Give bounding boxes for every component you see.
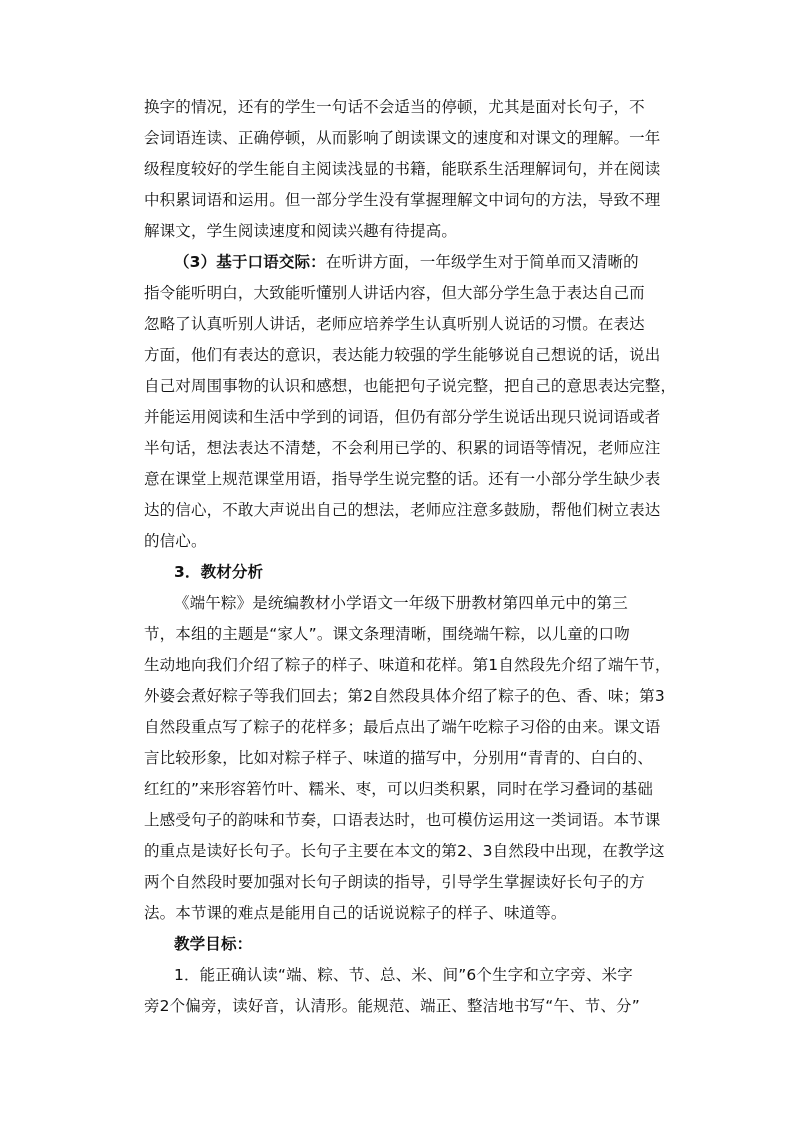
text-line: 1．能正确认读“端、粽、节、总、米、间”6个生字和立字旁、米字 (174, 966, 633, 984)
text-line: 半句话，想法表达不清楚，不会利用已学的、积累的词语等情况，老师应注 (144, 439, 661, 457)
text-line: 意在课堂上规范课堂用语，指导学生说完整的话。还有一小部分学生缺少表 (144, 470, 661, 488)
text-line: 红红的”来形容箬竹叶、糯米、枣，可以归类积累，同时在学习叠词的基础 (144, 780, 653, 798)
text-line: 方面，他们有表达的意识，表达能力较强的学生能够说自己想说的话，说出 (144, 346, 661, 364)
text-line: 外婆会煮好粽子等我们回去；第2自然段具体介绍了粽子的色、香、味；第3 (144, 687, 665, 705)
text-span: 在听讲方面，一年级学生对于简单而又清晰的 (325, 253, 639, 271)
section-heading: 教学目标： (174, 935, 253, 953)
text-line: 达的信心，不敢大声说出自己的想法，老师应注意多鼓励，帮他们树立表达 (144, 501, 661, 519)
text-line: 节，本组的主题是“家人”。课文条理清晰，围绕端午粽，以儿童的口吻 (144, 625, 630, 643)
text-line: 解课文，学生阅读速度和阅读兴趣有待提高。 (144, 222, 458, 240)
text-line: 级程度较好的学生能自主阅读浅显的书籍，能联系生活理解词句，并在阅读 (144, 160, 661, 178)
text-line: 法。本节课的难点是能用自己的话说说粽子的样子、味道等。 (144, 904, 567, 922)
section-heading: 3．教材分析 (174, 563, 264, 581)
text-line: 会词语连读、正确停顿，从而影响了朗读课文的速度和对课文的理解。一年 (144, 129, 661, 147)
text-line: 并能运用阅读和生活中学到的词语，但仍有部分学生说话出现只说词语或者 (144, 408, 661, 426)
subheading-line (174, 247, 639, 277)
text-line: 自然段重点写了粽子的花样多；最后点出了端午吃粽子习俗的由来。课文语 (144, 718, 661, 736)
text-line: 上感受句子的韵味和节奏，口语表达时，也可模仿运用这一类词语。本节课 (144, 811, 661, 829)
text-line: 旁2个偏旁，读好音，认清形。能规范、端正、整洁地书写“午、节、分” (144, 997, 640, 1015)
text-line: 自己对周围事物的认识和感想，也能把句子说完整，把自己的意思表达完整， (144, 377, 677, 395)
text-line: 的重点是读好长句子。长句子主要在本文的第2、3自然段中出现，在教学这 (144, 842, 665, 860)
text-line: 言比较形象，比如对粽子样子、味道的描写中，分别用“青青的、白白的、 (144, 749, 653, 767)
subheading-label: （3）基于口语交际： (174, 253, 326, 271)
text-line: 生动地向我们介绍了粽子的样子、味道和花样。第1自然段先介绍了端午节， (144, 656, 671, 674)
text-line: 中积累词语和运用。但一部分学生没有掌握理解文中词句的方法，导致不理 (144, 191, 661, 209)
text-line: 忽略了认真听别人讲话，老师应培养学生认真听别人说话的习惯。在表达 (144, 315, 645, 333)
text-line: 两个自然段时要加强对长句子朗读的指导，引导学生掌握读好长句子的方 (144, 873, 645, 891)
text-line: 换字的情况，还有的学生一句话不会适当的停顿，尤其是面对长句子，不 (144, 98, 645, 116)
text-line: 《端午粽》是统编教材小学语文一年级下册教材第四单元中的第三 (174, 594, 628, 612)
text-line: 指令能听明白，大致能听懂别人讲话内容，但大部分学生急于表达自己而 (144, 284, 645, 302)
text-line: 的信心。 (144, 532, 207, 550)
